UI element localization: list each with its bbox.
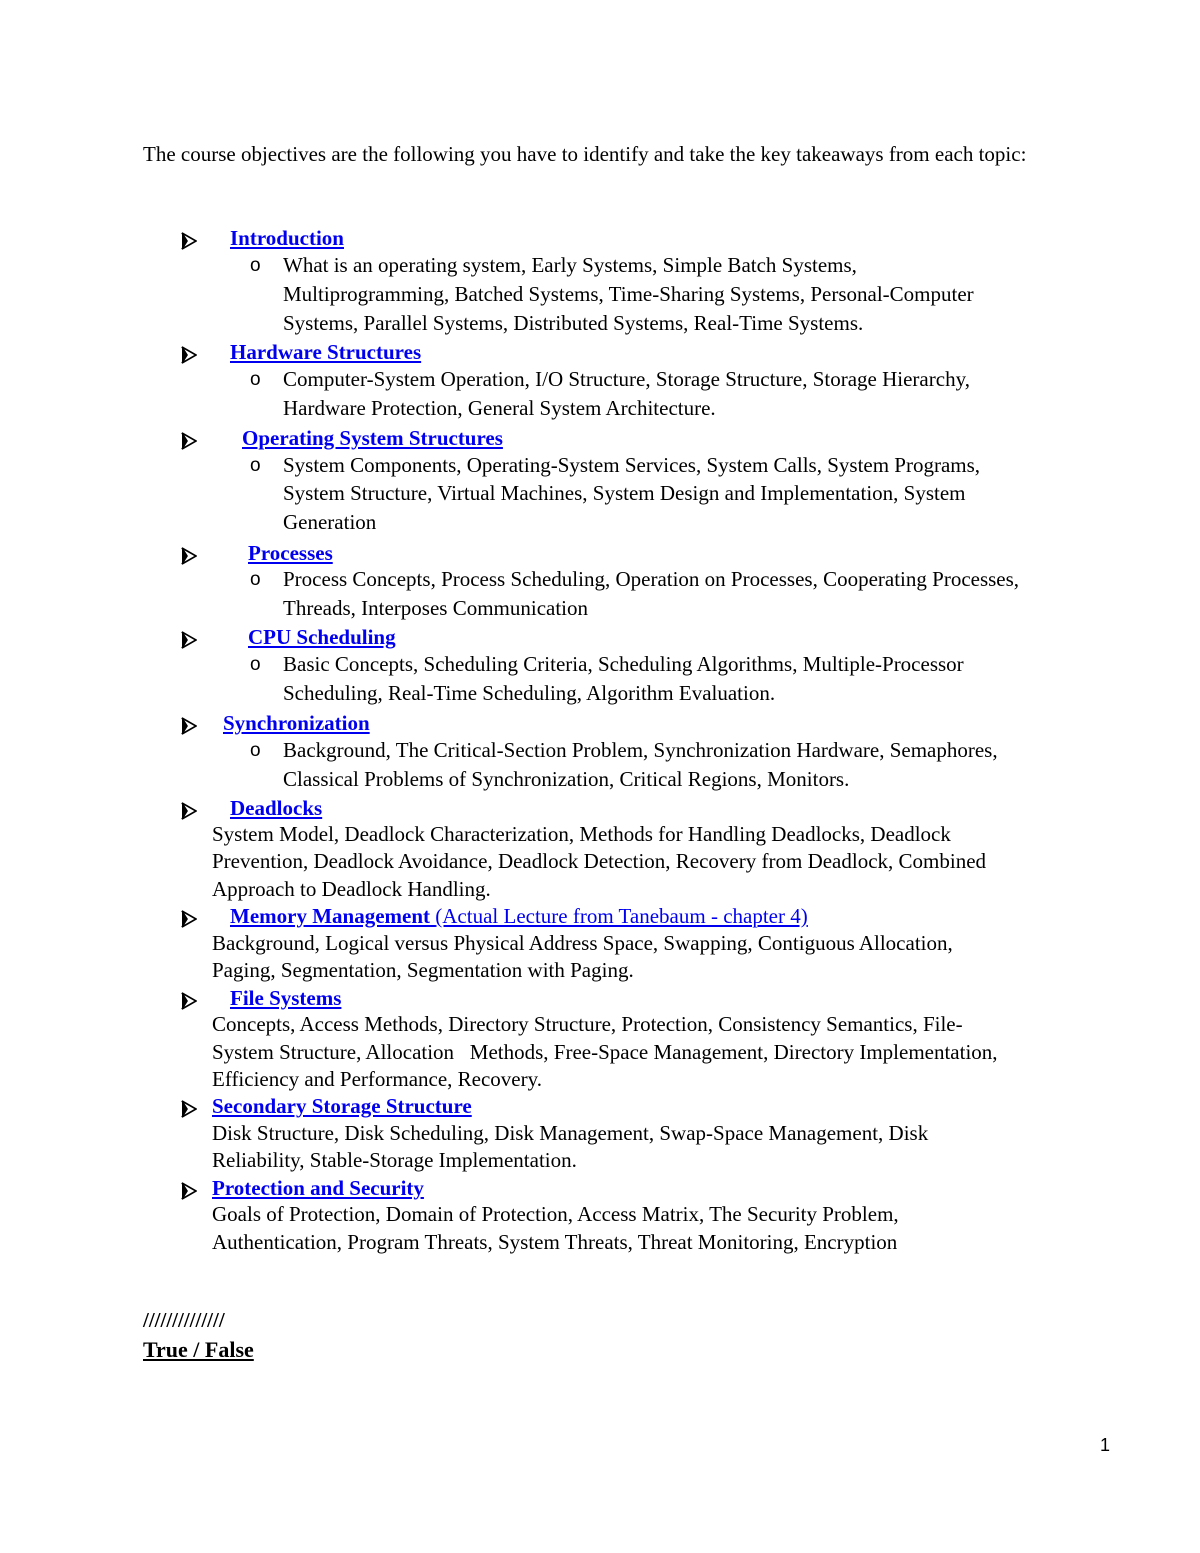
topic-link-protection-and-security[interactable]: Protection and Security xyxy=(212,1176,424,1200)
topic-line: Paging, Segmentation, Segmentation with Paging. xyxy=(212,958,634,982)
sub-bullet: o xyxy=(250,569,261,590)
topic-line: Background, Logical versus Physical Address Space, Swapping, Contiguous Allocation, xyxy=(212,931,953,955)
topic-line: System Components, Operating-System Services, System Calls, System Programs, xyxy=(283,453,981,477)
topic-line: Goals of Protection, Domain of Protection, Access Matrix, The Security Problem, xyxy=(212,1202,899,1226)
topic-link-hardware-structures[interactable]: Hardware Structures xyxy=(230,340,422,364)
topic-line: Prevention, Deadlock Avoidance, Deadlock Detection, Recovery from Deadlock, Combined xyxy=(212,849,987,873)
arrow-bullet-icon xyxy=(181,630,197,652)
arrow-bullet-icon xyxy=(181,909,197,931)
topic-line: Classical Problems of Synchronization, Critical Regions, Monitors. xyxy=(283,767,850,791)
topic-link-secondary-storage-structure[interactable]: Secondary Storage Structure xyxy=(212,1094,472,1118)
topic-line: System Structure, Allocation Methods, Free-Space Management, Directory Implementation, xyxy=(212,1040,998,1064)
topic-link-operating-system-structures[interactable]: Operating System Structures xyxy=(242,426,503,450)
topic-line: Computer-System Operation, I/O Structure, Storage Structure, Storage Hierarchy, xyxy=(283,367,970,391)
topic-link-cpu-scheduling[interactable]: CPU Scheduling xyxy=(248,625,396,649)
arrow-bullet-icon xyxy=(181,801,197,823)
topic-line: System Structure, Virtual Machines, System Design and Implementation, System xyxy=(283,481,966,505)
arrow-bullet-icon xyxy=(181,546,197,568)
page-number: 1 xyxy=(1100,1435,1111,1455)
topic-line: Multiprogramming, Batched Systems, Time-Sharing Systems, Personal-Computer xyxy=(283,282,974,306)
topic-line: Reliability, Stable-Storage Implementation. xyxy=(212,1148,577,1172)
sub-bullet: o xyxy=(250,740,261,761)
topic-link-introduction[interactable]: Introduction xyxy=(230,226,344,250)
topic-line: Basic Concepts, Scheduling Criteria, Scheduling Algorithms, Multiple-Processor xyxy=(283,652,964,676)
topic-line: Scheduling, Real-Time Scheduling, Algorithm Evaluation. xyxy=(283,681,776,705)
topic-line: Approach to Deadlock Handling. xyxy=(212,877,491,901)
arrow-bullet-icon xyxy=(181,716,197,738)
arrow-bullet-icon xyxy=(181,345,197,367)
sub-bullet: o xyxy=(250,654,261,675)
separator-slashes: ////////////// xyxy=(143,1308,225,1332)
topic-line: Concepts, Access Methods, Directory Structure, Protection, Consistency Semantics, File- xyxy=(212,1012,963,1036)
topic-line: Authentication, Program Threats, System Threats, Threat Monitoring, Encryption xyxy=(212,1230,898,1254)
topic-link-memory-management[interactable] xyxy=(230,902,808,931)
topic-link-deadlocks[interactable]: Deadlocks xyxy=(230,796,323,820)
intro-paragraph: The course objectives are the following you have to identify and take the key takeaways from each topic: xyxy=(143,142,1027,166)
topic-line: System Model, Deadlock Characterization, Methods for Handling Deadlocks, Deadlock xyxy=(212,822,951,846)
arrow-bullet-icon xyxy=(181,231,197,253)
arrow-bullet-icon xyxy=(181,431,197,453)
arrow-bullet-icon xyxy=(181,1099,197,1121)
topic-line: Systems, Parallel Systems, Distributed Systems, Real-Time Systems. xyxy=(283,311,864,335)
topic-link-processes[interactable]: Processes xyxy=(248,541,333,565)
topic-line: Threads, Interposes Communication xyxy=(283,596,589,620)
topic-line: Background, The Critical-Section Problem, Synchronization Hardware, Semaphores, xyxy=(283,738,998,762)
topic-line: Disk Structure, Disk Scheduling, Disk Management, Swap-Space Management, Disk xyxy=(212,1121,929,1145)
arrow-bullet-icon xyxy=(181,1181,197,1203)
topic-note-link[interactable]: (Actual Lecture from Tanebaum - chapter 4) xyxy=(435,904,808,928)
topic-line: Generation xyxy=(283,510,377,534)
arrow-bullet-icon xyxy=(181,991,197,1013)
topic-title: Memory Management xyxy=(230,904,431,928)
topic-line: What is an operating system, Early Systems, Simple Batch Systems, xyxy=(283,253,857,277)
topic-line: Hardware Protection, General System Architecture. xyxy=(283,396,716,420)
sub-bullet: o xyxy=(250,369,261,390)
topic-line: Efficiency and Performance, Recovery. xyxy=(212,1067,543,1091)
section-heading: True / False xyxy=(143,1337,254,1362)
sub-bullet: o xyxy=(250,255,261,276)
topic-link-file-systems[interactable]: File Systems xyxy=(230,986,342,1010)
sub-bullet: o xyxy=(250,455,261,476)
topic-link-synchronization[interactable]: Synchronization xyxy=(223,711,370,735)
topic-line: Process Concepts, Process Scheduling, Operation on Processes, Cooperating Processes, xyxy=(283,567,1020,591)
